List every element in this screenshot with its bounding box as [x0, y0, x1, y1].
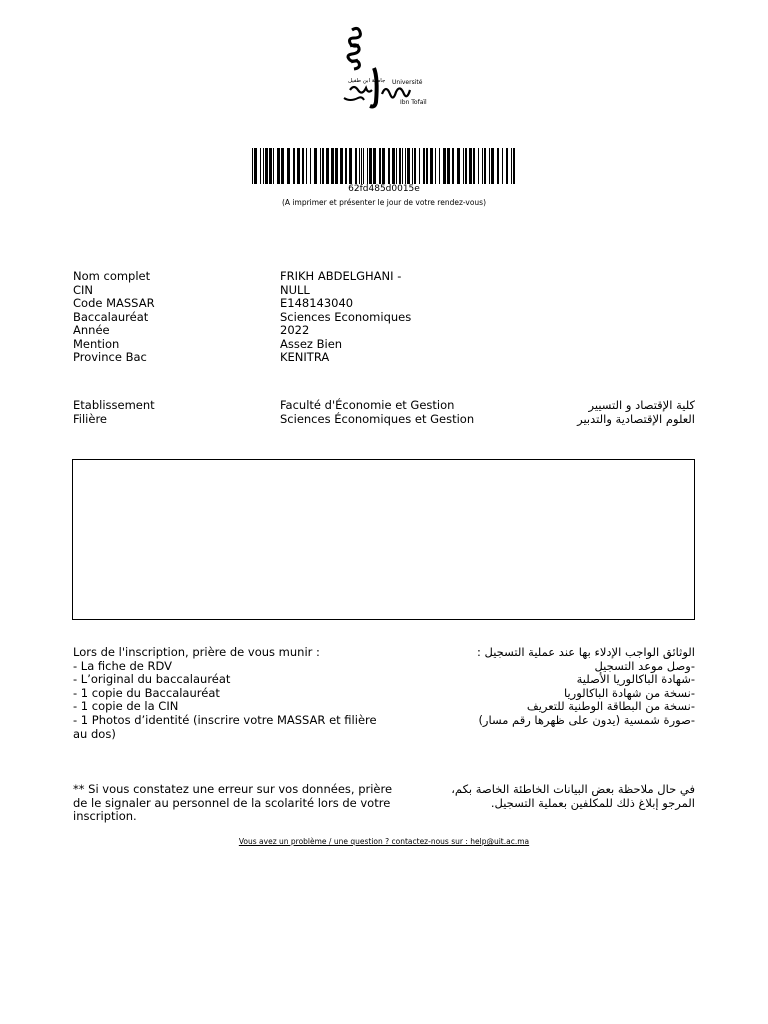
logo-text-ar: جامعة ابن طفيل: [348, 78, 386, 84]
barcode-bar: [469, 148, 472, 184]
barcode-bar: [407, 148, 410, 184]
barcode-bar: [465, 148, 467, 184]
instruction-item: - 1 copie du Baccalauréat: [73, 685, 220, 700]
barcode-bar: [361, 148, 362, 184]
barcode-bar: [355, 148, 357, 184]
info-value-arabic: كلية الإقتصاد و التسيير: [588, 398, 695, 412]
barcode-bar: [382, 148, 385, 184]
barcode-bar: [335, 148, 338, 184]
barcode-bar: [502, 148, 503, 184]
barcode-bar: [287, 148, 290, 184]
barcode-bar: [452, 148, 454, 184]
barcode-bar: [457, 148, 460, 184]
info-value: NULL: [280, 283, 310, 297]
info-value: 2022: [280, 323, 310, 337]
barcode-bar: [331, 148, 334, 184]
instructions-intro: Lors de l'inscription, prière de vous munir :: [73, 645, 320, 659]
info-value: Faculté d'Économie et Gestion: [280, 398, 455, 412]
barcode-bar: [310, 148, 311, 184]
barcode-bar: [491, 148, 494, 184]
barcode-note: (A imprimer et présenter le jour de votre rendez-vous): [281, 198, 486, 207]
barcode-bar: [414, 148, 416, 184]
barcode-bar: [297, 148, 300, 184]
info-value: Sciences Économiques et Gestion: [280, 412, 475, 426]
barcode-bar: [273, 148, 274, 184]
info-label: Baccalauréat: [73, 310, 149, 324]
barcode-bar: [405, 148, 406, 184]
info-label: CIN: [73, 283, 94, 297]
info-label: Code MASSAR: [73, 296, 155, 310]
info-value: KENITRA: [280, 350, 330, 364]
barcode-bar: [306, 148, 307, 184]
barcode-bar: [293, 148, 295, 184]
barcode-bar: [396, 148, 397, 184]
barcode-bar: [269, 148, 272, 184]
info-label: Année: [73, 323, 110, 337]
barcode-bar: [439, 148, 440, 184]
info-label: Nom complet: [73, 269, 151, 283]
instruction-item-ar: -نسخة من شهادة الباكالوريا: [563, 685, 695, 700]
barcode-bar: [367, 148, 368, 184]
barcode-bar: [265, 148, 268, 184]
info-label: Province Bac: [73, 350, 147, 364]
barcode-bar: [345, 148, 347, 184]
barcode-bar: [447, 148, 450, 184]
logo-text-fr-1: Université: [392, 79, 423, 86]
info-label: Etablissement: [73, 398, 155, 412]
barcode-bar: [314, 148, 317, 184]
barcode-bar: [322, 148, 324, 184]
instruction-item-ar: -وصل موعد التسجيل: [594, 658, 695, 673]
instruction-item: - 1 copie de la CIN: [73, 699, 179, 714]
barcode-bar: [463, 148, 464, 184]
barcode-bar: [359, 148, 360, 184]
instruction-item: - L’original du baccalauréat: [73, 672, 231, 687]
barcode-bar: [399, 148, 401, 184]
barcode-bar: [340, 148, 343, 184]
instructions-ar: [430, 646, 695, 728]
barcode-bar: [369, 148, 372, 184]
barcode-bar: [430, 148, 433, 184]
barcode-bar: [392, 148, 395, 184]
barcode-bar: [402, 148, 403, 184]
barcode-bar: [320, 148, 321, 184]
info-label: Mention: [73, 337, 120, 351]
barcode-bar: [497, 148, 499, 184]
info-value: Assez Bien: [280, 337, 343, 351]
instruction-item-ar: -شهادة الباكالوريا الأصلية: [576, 672, 695, 687]
barcode-bar: [388, 148, 390, 184]
barcode-bar: [419, 148, 420, 184]
instruction-item-ar: -صورة شمسية (يدون على ظهرها رقم مسار): [478, 712, 695, 727]
barcode-bar: [252, 148, 253, 184]
barcode-bar: [484, 148, 486, 184]
barcode-bar: [373, 148, 376, 184]
barcode-bar: [423, 148, 425, 184]
barcode-number: 62fd485d0015e: [348, 184, 420, 194]
barcode-bar: [349, 148, 352, 184]
barcode-bar: [260, 148, 261, 184]
barcode-bar: [443, 148, 446, 184]
barcode-bar: [511, 148, 512, 184]
barcode-bar: [506, 148, 508, 184]
barcode-bar: [435, 148, 436, 184]
info-value: E148143040: [280, 296, 354, 310]
barcode: [252, 148, 516, 186]
contact-link[interactable]: Vous avez un problème / une question ? contactez-nous sur : help@uit.ac.ma: [238, 837, 530, 846]
barcode-bar: [513, 148, 515, 184]
barcode-bar: [379, 148, 381, 184]
instruction-item: - 1 Photos d’identité (inscrire votre MASSAR et filière au dos): [73, 712, 377, 741]
barcode-bar: [254, 148, 257, 184]
barcode-bar: [302, 148, 304, 184]
barcode-bar: [277, 148, 280, 184]
barcode-bar: [412, 148, 413, 184]
info-value-arabic: العلوم الإقتصادية والتدبير: [577, 412, 695, 426]
barcode-bar: [473, 148, 475, 184]
barcode-bar: [478, 148, 479, 184]
empty-frame: [72, 459, 695, 620]
barcode-bar: [281, 148, 284, 184]
barcode-bar: [326, 148, 329, 184]
info-value: FRIKH ABDELGHANI -: [280, 269, 402, 283]
error-note-ar: في حال ملاحظة بعض البيانات الخاطئة الخاصة بكم، المرجو إبلاغ ذلك للمكلفين بعملية التسجيل.: [451, 782, 695, 810]
barcode-bar: [363, 148, 364, 184]
error-note-fr: ** Si vous constatez une erreur sur vos données, prière de le signaler au personnel de la scolarité lors de votre inscription.: [73, 782, 393, 824]
barcode-bar: [426, 148, 428, 184]
info-label: Filière: [73, 412, 107, 426]
info-value: Sciences Economiques: [280, 310, 412, 324]
logo-text-fr-2: Ibn Tofaïl: [400, 99, 427, 106]
instruction-item-ar: -نسخة من البطاقة الوطنية للتعريف: [526, 699, 695, 714]
instruction-item: - La fiche de RDV: [73, 658, 173, 673]
instructions-fr: [73, 646, 393, 741]
university-logo: [330, 24, 430, 110]
instructions-intro-ar: الوثائق الواجب الإدلاء بها عند عملية التسجيل :: [476, 645, 695, 659]
barcode-bar: [482, 148, 483, 184]
barcode-bar: [489, 148, 490, 184]
barcode-bar: [263, 148, 264, 184]
